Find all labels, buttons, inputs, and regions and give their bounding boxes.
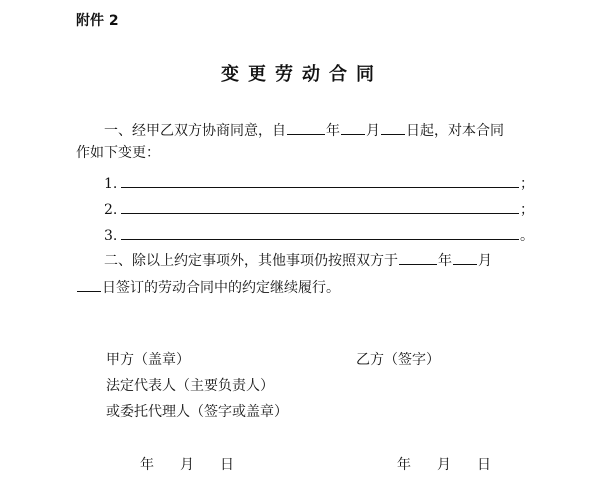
paragraph-1-start: 一、经甲乙双方协商同意，自	[104, 123, 286, 139]
item-end-mark: ；	[520, 176, 534, 192]
attachment-label: 附件 2	[76, 13, 119, 29]
date-year: 年	[140, 457, 154, 473]
change-item-2	[104, 199, 534, 217]
party-b-signature: 乙方（签字）	[356, 352, 440, 368]
change-item-3	[104, 225, 534, 243]
date-day: 日	[477, 457, 491, 473]
paragraph-2-line-2	[76, 277, 340, 295]
authorized-agent: 或委托代理人（签字或盖章）	[106, 404, 288, 420]
paragraph-1-line-2: 作如下变更：	[76, 145, 160, 161]
month-blank[interactable]	[453, 250, 477, 265]
item-number: 3.	[104, 228, 118, 244]
month-blank[interactable]	[341, 120, 365, 135]
year-label: 年	[326, 123, 340, 139]
day-blank[interactable]	[77, 277, 101, 292]
year-blank[interactable]	[287, 120, 325, 135]
item-end-mark: 。	[520, 228, 534, 244]
day-blank[interactable]	[381, 120, 405, 135]
document-title: 变更劳动合同	[221, 64, 383, 85]
item-1-blank[interactable]	[121, 173, 519, 188]
year-blank[interactable]	[399, 250, 437, 265]
date-year: 年	[397, 457, 411, 473]
item-end-mark: ；	[520, 202, 534, 218]
paragraph-2-end: 日签订的劳动合同中的约定继续履行。	[102, 280, 340, 296]
date-right	[397, 458, 491, 472]
month-label: 月	[478, 253, 492, 269]
item-number: 1.	[104, 176, 118, 192]
party-a-seal: 甲方（盖章）	[106, 352, 190, 368]
paragraph-2-start: 二、除以上约定事项外，其他事项仍按照双方于	[104, 253, 398, 269]
date-month: 月	[180, 457, 194, 473]
date-month: 月	[437, 457, 451, 473]
item-3-blank[interactable]	[121, 225, 519, 240]
paragraph-1-line-1	[104, 120, 504, 138]
date-left	[140, 458, 234, 472]
month-label: 月	[366, 123, 380, 139]
legal-representative: 法定代表人（主要负责人）	[106, 378, 274, 394]
paragraph-2-line-1	[104, 250, 492, 268]
day-from-label: 日起，对本合同	[406, 123, 504, 139]
year-label: 年	[438, 253, 452, 269]
item-2-blank[interactable]	[121, 199, 519, 214]
date-day: 日	[220, 457, 234, 473]
item-number: 2.	[104, 202, 118, 218]
change-item-1	[104, 173, 534, 191]
